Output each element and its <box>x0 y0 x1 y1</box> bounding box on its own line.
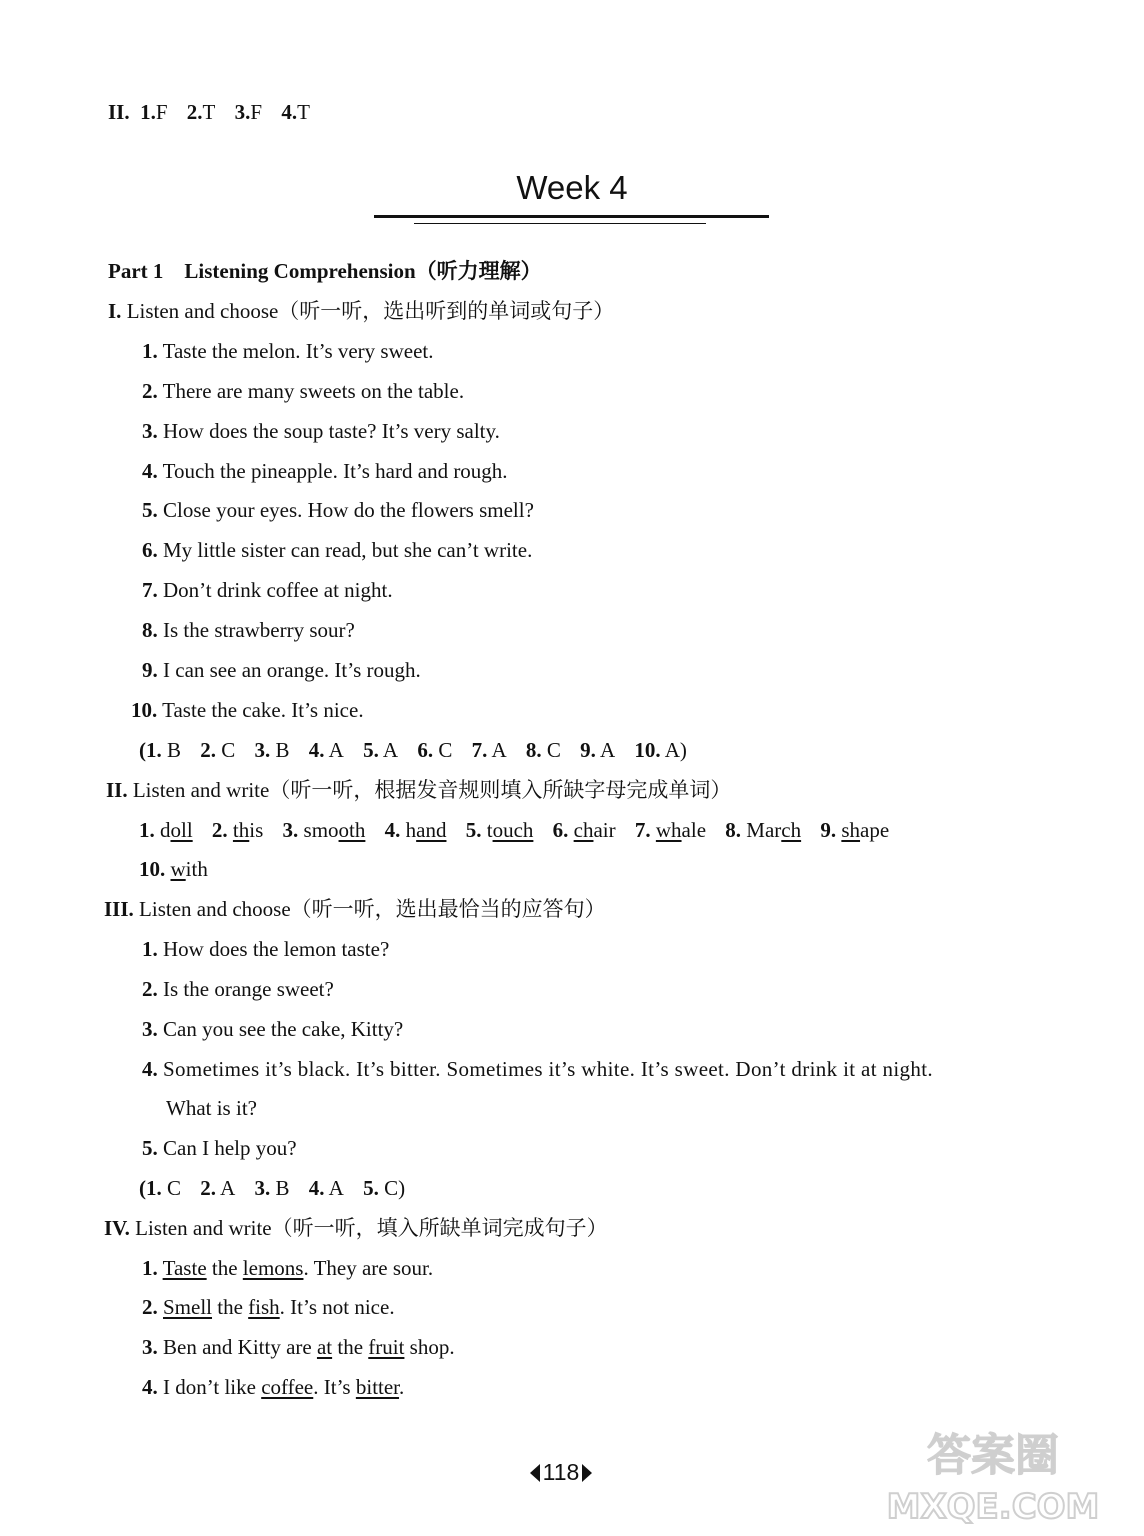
list-item-continuation: What is it? <box>166 1096 257 1120</box>
list-item: 3. How does the soup taste? It’s very salty. <box>142 419 500 443</box>
list-item: 2. Is the orange sweet? <box>142 977 334 1001</box>
list-item: 4. Sometimes it’s black. It’s bitter. Sometimes it’s white. It’s sweet. Don’t drink it at night. <box>142 1057 934 1081</box>
right-arrow-icon <box>582 1464 592 1482</box>
list-item: 1. How does the lemon taste? <box>142 937 390 961</box>
section-heading: I. Listen and choose（听一听，选出听到的单词或句子） <box>108 299 615 323</box>
list-item: 9. I can see an orange. It’s rough. <box>142 658 421 682</box>
word-answers: 1. doll 2. this 3. smooth 4. hand 5. touch 6. chair 7. whale 8. March 9. shape <box>139 818 890 842</box>
list-item: 2. Smell the fish. It’s not nice. <box>142 1295 395 1319</box>
watermark-logo <box>886 1418 1100 1530</box>
list-item: 6. My little sister can read, but she can’t write. <box>142 538 533 562</box>
list-item: 4. I don’t like coffee. It’s bitter. <box>142 1375 405 1399</box>
section-heading: IV. Listen and write（听一听，填入所缺单词完成句子） <box>104 1216 608 1240</box>
left-arrow-icon <box>530 1464 540 1482</box>
section-number: II. <box>108 100 130 124</box>
part-heading: Part 1 Listening Comprehension（听力理解） <box>108 259 542 283</box>
list-item: 7. Don’t drink coffee at night. <box>142 578 393 602</box>
list-item: 2. There are many sweets on the table. <box>142 379 465 403</box>
answer-key: (1. B 2. C 3. B 4. A 5. A 6. C 7. A 8. C 9. A 10. A) <box>139 738 687 762</box>
list-item: 8. Is the strawberry sour? <box>142 618 355 642</box>
list-item: 4. Touch the pineapple. It’s hard and rough. <box>142 459 508 483</box>
section-heading: III. Listen and choose（听一听，选出最恰当的应答句） <box>104 897 606 921</box>
page-number: 118 <box>0 1457 1122 1487</box>
title-rule <box>374 215 769 218</box>
list-item: 1. Taste the melon. It’s very sweet. <box>142 339 434 363</box>
list-item: 3. Ben and Kitty are at the fruit shop. <box>142 1335 455 1359</box>
title-rule-thin <box>414 223 706 224</box>
answer-key: (1. C 2. A 3. B 4. A 5. C) <box>139 1176 406 1200</box>
watermark-url: MXQE.COM <box>886 1487 1100 1527</box>
list-item: 5. Close your eyes. How do the flowers smell? <box>142 498 534 522</box>
list-item: 5. Can I help you? <box>142 1136 297 1160</box>
page-title: Week 4 <box>516 169 628 206</box>
list-item: 10. Taste the cake. It’s nice. <box>131 698 364 722</box>
section-heading: II. Listen and write（听一听，根据发音规则填入所缺字母完成单词） <box>106 778 732 802</box>
word-answers: 10. with <box>139 857 208 881</box>
top-answers: II. 1.F 2.T 3.F 4.T <box>108 100 310 124</box>
list-item: 1. Taste the lemons. They are sour. <box>142 1256 434 1280</box>
watermark-text: 答案圈 <box>927 1430 1059 1481</box>
list-item: 3. Can you see the cake, Kitty? <box>142 1017 404 1041</box>
